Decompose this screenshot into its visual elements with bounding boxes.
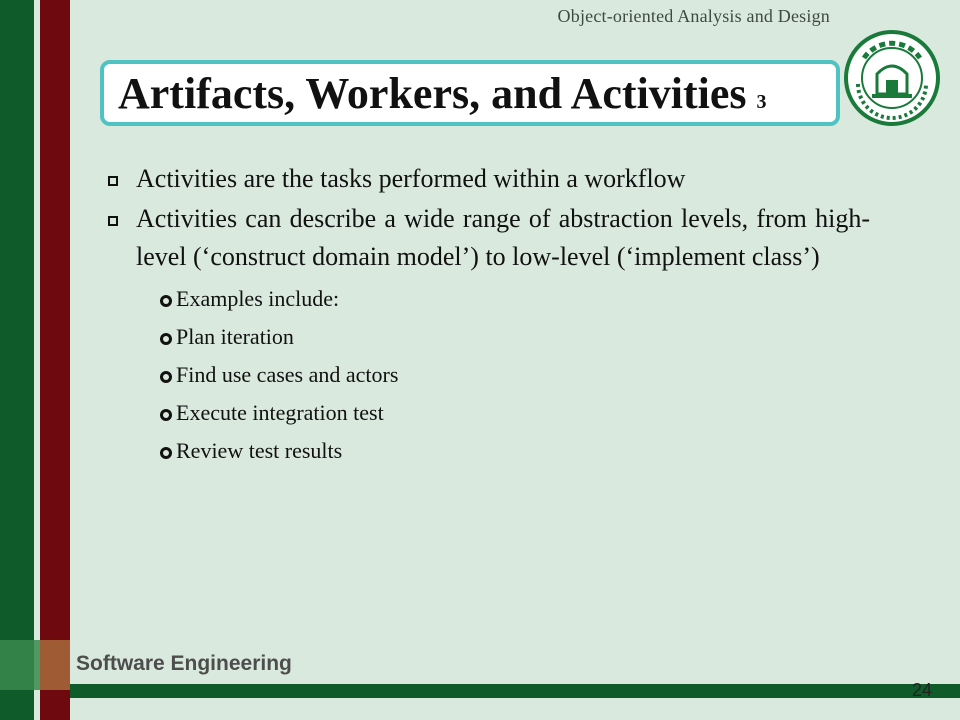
footer-label: Software Engineering: [76, 652, 292, 675]
university-seal-icon: [842, 28, 942, 128]
sub-bullet-text: Review test results: [176, 438, 343, 463]
circle-bullet-icon: [160, 371, 172, 383]
sub-bullet-list: [104, 280, 870, 470]
slide-title-number: 3: [756, 91, 767, 113]
sub-bullet-item: [104, 432, 870, 470]
sub-bullet-item: [104, 318, 870, 356]
course-title: Object-oriented Analysis and Design: [557, 6, 830, 26]
sub-bullet-text: Plan iteration: [176, 324, 294, 349]
circle-bullet-icon: [160, 333, 172, 345]
bullet-text: Activities are the tasks performed within a workflow: [136, 164, 686, 193]
footer-bar: [70, 684, 960, 698]
left-red-stripe: [40, 0, 70, 720]
sub-bullet-text: Examples include:: [176, 286, 340, 311]
square-bullet-icon: [108, 176, 118, 186]
slide-title-text: Artifacts, Workers, and Activities: [118, 69, 747, 118]
bullet-text: Activities can describe a wide range of abstraction levels, from high-level (‘construct domain model’) to low-level (‘implement class’): [136, 204, 870, 271]
slide-title: [118, 68, 767, 119]
title-box: [100, 60, 840, 126]
bullet-item: [104, 160, 870, 198]
sub-bullet-item: [104, 356, 870, 394]
circle-bullet-icon: [160, 447, 172, 459]
sub-bullet-text: Execute integration test: [176, 400, 384, 425]
bullet-item: [104, 200, 870, 276]
footer-red-block: [40, 640, 70, 690]
sub-bullet-item: [104, 280, 870, 318]
footer-green-block: [0, 640, 40, 690]
square-bullet-icon: [108, 216, 118, 226]
slide-content: [104, 160, 870, 470]
page-number: 24: [912, 680, 933, 700]
left-green-stripe: [0, 0, 34, 720]
sub-bullet-text: Find use cases and actors: [176, 362, 399, 387]
circle-bullet-icon: [160, 409, 172, 421]
circle-bullet-icon: [160, 295, 172, 307]
sub-bullet-item: [104, 394, 870, 432]
